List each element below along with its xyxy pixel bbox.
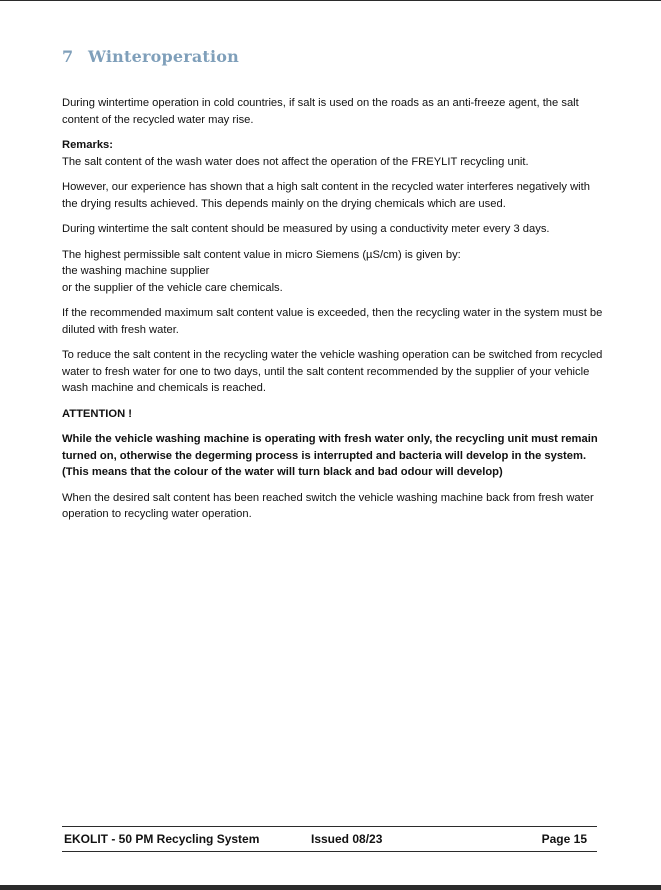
permissible-value-block <box>62 247 608 297</box>
drying-paragraph: However, our experience has shown that a high salt content in the recycled water interferes negatively with the drying results achieved. This depends mainly on the drying chemicals which are used. <box>62 181 590 210</box>
footer-issued: Issued 08/23 <box>311 832 383 846</box>
page-footer <box>62 826 597 852</box>
dilution-paragraph: If the recommended maximum salt content value is exceeded, then the recycling water in the system must be diluted with fresh water. <box>62 307 603 336</box>
measurement-paragraph: During wintertime the salt content should be measured by using a conductivity meter every 3 days. <box>62 223 550 235</box>
remarks-block <box>62 137 608 170</box>
supplier-line-2: or the supplier of the vehicle care chemicals. <box>62 281 283 294</box>
document-body <box>62 95 608 532</box>
switch-back-paragraph: When the desired salt content has been reached switch the vehicle washing machine back from fresh water operation to recycling water operation. <box>62 491 594 520</box>
intro-paragraph: During wintertime operation in cold countries, if salt is used on the roads as an anti-freeze agent, the salt content of the recycled water may rise. <box>62 97 579 126</box>
attention-warning: While the vehicle washing machine is operating with fresh water only, the recycling unit must remain turned on, otherwise the degerming process is interrupted and bacteria will develop in the system. (This means that the colour of the water will turn black and bad odour will develop) <box>62 433 598 478</box>
remarks-text: The salt content of the wash water does not affect the operation of the FREYLIT recycling unit. <box>62 155 529 168</box>
remarks-label: Remarks: <box>62 139 113 151</box>
permissible-value-line: The highest permissible salt content value in micro Siemens (µS/cm) is given by: <box>62 248 461 261</box>
supplier-line-1: the washing machine supplier <box>62 265 210 277</box>
footer-product: EKOLIT - 50 PM Recycling System <box>64 832 260 846</box>
section-title: Winteroperation <box>88 47 240 66</box>
footer-page-number: Page 15 <box>541 832 587 846</box>
bottom-border <box>0 885 661 890</box>
fresh-water-paragraph: To reduce the salt content in the recycling water the vehicle washing operation can be switched from recycled water to fresh water for one to two days, until the salt content recommended by the supplier of your vehicle wash machine and chemicals is reached. <box>62 349 603 394</box>
attention-label: ATTENTION ! <box>62 407 133 420</box>
section-heading <box>62 47 239 66</box>
top-border <box>0 0 661 1</box>
section-number: 7 <box>62 47 74 66</box>
